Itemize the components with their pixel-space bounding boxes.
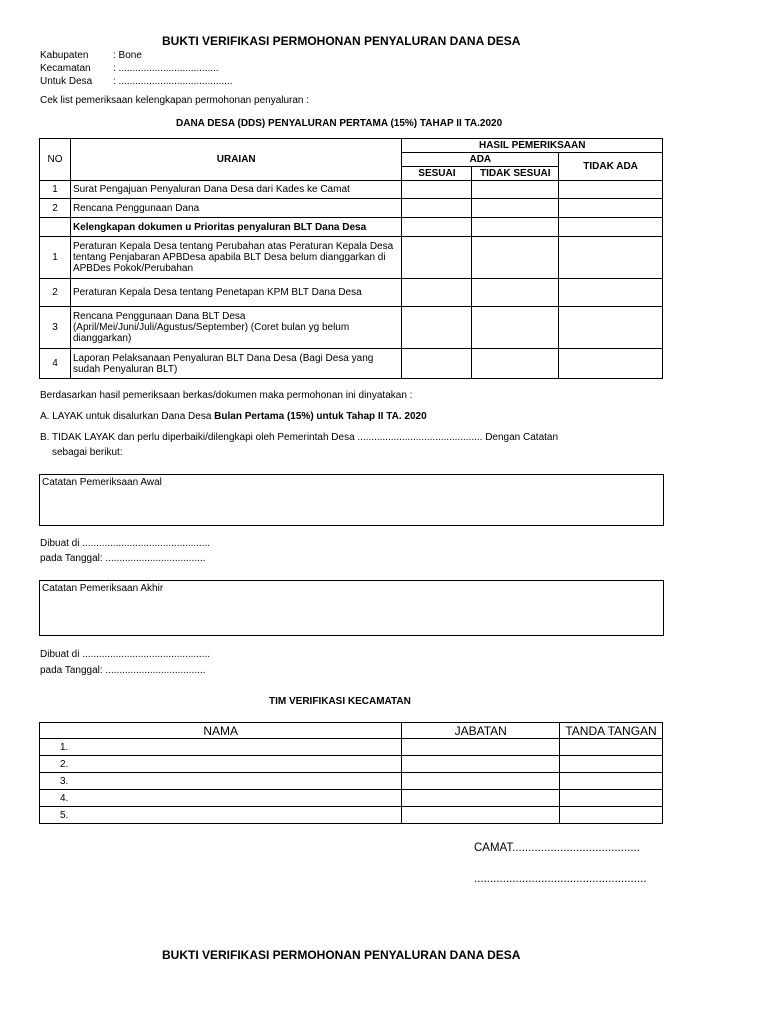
header-nama: NAMA xyxy=(40,723,402,739)
checklist-table xyxy=(39,138,663,379)
cell-tidak-ada[interactable] xyxy=(559,279,663,307)
cell-tidak-ada[interactable] xyxy=(559,199,663,218)
table-row xyxy=(40,739,663,756)
conclusion-a-bold: Bulan Pertama (15%) untuk Tahap II TA. 2020 xyxy=(214,411,427,422)
cell-sesuai[interactable] xyxy=(402,307,472,349)
table-row xyxy=(40,790,663,807)
tim-row-ttd[interactable] xyxy=(560,773,663,790)
tim-row-ttd[interactable] xyxy=(560,756,663,773)
table-row xyxy=(40,279,663,307)
cell-tidak-ada[interactable] xyxy=(559,307,663,349)
tim-title: TIM VERIFIKASI KECAMATAN xyxy=(269,696,411,707)
tim-row-ttd[interactable] xyxy=(560,739,663,756)
tim-row-nama[interactable]: 5. xyxy=(40,807,402,824)
header-sesuai: SESUAI xyxy=(402,167,472,181)
tim-row-jabatan[interactable] xyxy=(402,739,560,756)
table-row xyxy=(40,237,663,279)
cell-tidak-sesuai[interactable] xyxy=(472,199,559,218)
tim-row-jabatan[interactable] xyxy=(402,773,560,790)
section-title: DANA DESA (DDS) PENYALURAN PERTAMA (15%) TAHAP II TA.2020 xyxy=(176,118,503,129)
desa-value: : ......................................... xyxy=(113,76,233,87)
desa-label: Untuk Desa xyxy=(40,76,93,87)
catatan-awal-label: Catatan Pemeriksaan Awal xyxy=(42,477,162,488)
catatan-awal-tanggal: pada Tanggal: .................................... xyxy=(40,553,206,564)
tim-row-jabatan[interactable] xyxy=(402,790,560,807)
table-row xyxy=(40,307,663,349)
header-hasil: HASIL PEMERIKSAAN xyxy=(402,139,663,153)
row-no: 4 xyxy=(40,349,71,379)
cell-sesuai[interactable] xyxy=(402,279,472,307)
header-tanda-tangan: TANDA TANGAN xyxy=(560,723,663,739)
tim-row-jabatan[interactable] xyxy=(402,807,560,824)
tim-row-nama[interactable]: 3. xyxy=(40,773,402,790)
conclusion-b-line1: B. TIDAK LAYAK dan perlu diperbaiki/dilengkapi oleh Pemerintah Desa ............................................. Dengan Catatan xyxy=(40,432,559,443)
table-row xyxy=(40,773,663,790)
tim-row-jabatan[interactable] xyxy=(402,756,560,773)
camat-signature: CAMAT........................................ xyxy=(474,842,640,854)
catatan-akhir-dibuat: Dibuat di .............................................. xyxy=(40,649,211,660)
header-jabatan: JABATAN xyxy=(402,723,560,739)
row-no: 2 xyxy=(40,279,71,307)
cell-sesuai[interactable] xyxy=(402,218,472,237)
cell-tidak-ada[interactable] xyxy=(559,181,663,199)
cell-tidak-ada[interactable] xyxy=(559,237,663,279)
catatan-awal-dibuat: Dibuat di .............................................. xyxy=(40,538,211,549)
header-tidak-sesuai: TIDAK SESUAI xyxy=(472,167,559,181)
footer-title: BUKTI VERIFIKASI PERMOHONAN PENYALURAN DANA DESA xyxy=(162,948,521,962)
cell-tidak-ada[interactable] xyxy=(559,218,663,237)
table-row xyxy=(40,218,663,237)
table-row xyxy=(40,807,663,824)
tim-table xyxy=(39,722,663,824)
table-row xyxy=(40,349,663,379)
conclusion-a xyxy=(40,411,427,422)
camat-name-line: ...................................................... xyxy=(474,873,647,885)
tim-row-ttd[interactable] xyxy=(560,790,663,807)
kecamatan-value: : .................................... xyxy=(113,63,219,74)
catatan-awal-box[interactable] xyxy=(39,474,664,526)
row-no xyxy=(40,218,71,237)
header-no: NO xyxy=(40,139,71,181)
cell-tidak-ada[interactable] xyxy=(559,349,663,379)
catatan-akhir-tanggal: pada Tanggal: .................................... xyxy=(40,665,206,676)
header-tidak-ada: TIDAK ADA xyxy=(559,153,663,181)
header-ada: ADA xyxy=(402,153,559,167)
table-row xyxy=(40,199,663,218)
cell-sesuai[interactable] xyxy=(402,181,472,199)
cell-sesuai[interactable] xyxy=(402,237,472,279)
row-uraian: Rencana Penggunaan Dana xyxy=(70,199,402,218)
row-uraian: Laporan Pelaksanaan Penyaluran BLT Dana Desa (Bagi Desa yang sudah Penyaluran BLT) xyxy=(70,349,402,379)
cell-tidak-sesuai[interactable] xyxy=(472,307,559,349)
conclusion-intro: Berdasarkan hasil pemeriksaan berkas/dokumen maka permohonan ini dinyatakan : xyxy=(40,390,413,401)
table-row xyxy=(40,756,663,773)
tim-row-nama[interactable]: 1. xyxy=(40,739,402,756)
kabupaten-label: Kabupaten xyxy=(40,50,89,61)
cell-sesuai[interactable] xyxy=(402,199,472,218)
cell-tidak-sesuai[interactable] xyxy=(472,237,559,279)
conclusion-b-line2: sebagai berikut: xyxy=(52,447,123,458)
row-no: 1 xyxy=(40,181,71,199)
document-title: BUKTI VERIFIKASI PERMOHONAN PENYALURAN DANA DESA xyxy=(162,34,521,48)
row-uraian: Rencana Penggunaan Dana BLT Desa (April/Mei/Juni/Juli/Agustus/September) (Coret bulan yg belum dianggarkan) xyxy=(70,307,402,349)
catatan-akhir-label: Catatan Pemeriksaan Akhir xyxy=(42,583,164,594)
catatan-akhir-box[interactable] xyxy=(39,580,664,636)
row-uraian-section: Kelengkapan dokumen u Prioritas penyaluran BLT Dana Desa xyxy=(70,218,402,237)
kabupaten-value: : Bone xyxy=(113,50,142,61)
row-uraian: Peraturan Kepala Desa tentang Penetapan KPM BLT Dana Desa xyxy=(70,279,402,307)
row-uraian: Surat Pengajuan Penyaluran Dana Desa dari Kades ke Camat xyxy=(70,181,402,199)
cell-tidak-sesuai[interactable] xyxy=(472,181,559,199)
row-uraian: Peraturan Kepala Desa tentang Perubahan atas Peraturan Kepala Desa tentang Penjabaran APBDesa apabila BLT Desa belum dianggarkan di APBDes Pokok/Perubahan xyxy=(70,237,402,279)
conclusion-a-prefix: A. LAYAK untuk disalurkan Dana Desa xyxy=(40,411,215,422)
tim-row-ttd[interactable] xyxy=(560,807,663,824)
row-no: 2 xyxy=(40,199,71,218)
cell-tidak-sesuai[interactable] xyxy=(472,349,559,379)
tim-row-nama[interactable]: 2. xyxy=(40,756,402,773)
checklist-intro: Cek list pemeriksaan kelengkapan permohonan penyaluran : xyxy=(40,95,310,106)
header-uraian: URAIAN xyxy=(70,139,402,181)
tim-row-nama[interactable]: 4. xyxy=(40,790,402,807)
table-row xyxy=(40,181,663,199)
cell-sesuai[interactable] xyxy=(402,349,472,379)
row-no: 3 xyxy=(40,307,71,349)
row-no: 1 xyxy=(40,237,71,279)
cell-tidak-sesuai[interactable] xyxy=(472,279,559,307)
kecamatan-label: Kecamatan xyxy=(40,63,91,74)
cell-tidak-sesuai[interactable] xyxy=(472,218,559,237)
